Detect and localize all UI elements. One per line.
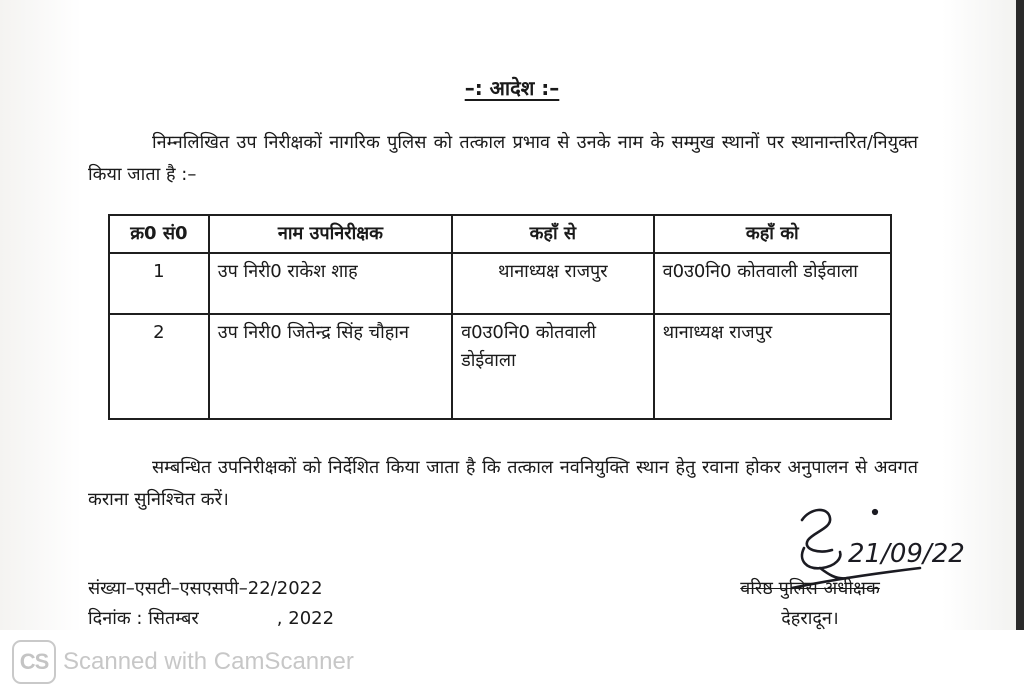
table-row — [109, 314, 891, 419]
date-year: , 2022 — [276, 608, 335, 629]
camscanner-logo-icon: CS — [12, 640, 56, 684]
table-header-row — [109, 215, 891, 253]
reference-number: संख्या–एसटी–एसएसपी–22/2022 — [88, 578, 323, 599]
cell-to: व0उ0नि0 कोतवाली डोईवाला — [654, 253, 891, 314]
officer-title: वरिष्ठ पुलिस अधीक्षक — [740, 578, 880, 599]
transfer-table — [108, 214, 892, 420]
header-to: कहाँ को — [654, 215, 891, 253]
scanner-watermark-text: Scanned with CamScanner — [63, 648, 354, 675]
svg-text:21/09/22: 21/09/22 — [848, 539, 965, 569]
cell-serial: 2 — [109, 314, 209, 419]
cell-name: उप निरी0 राकेश शाह — [209, 253, 452, 314]
officer-location: देहरादून। — [781, 608, 839, 629]
cell-to: थानाध्यक्ष राजपुर — [654, 314, 891, 419]
instruction-paragraph: सम्बन्धित उपनिरीक्षकों को निर्देशित किया जाता है कि तत्काल नवनियुक्ति स्थान हेतु रवाना होकर अनुपालन से अवगत कराना सुनिश्चित करें। — [88, 457, 918, 510]
cell-from: थानाध्यक्ष राजपुर — [452, 253, 654, 314]
order-title: –: आदेश :– — [464, 76, 560, 100]
reference-block — [88, 574, 334, 634]
officer-block — [705, 574, 915, 634]
header-name: नाम उपनिरीक्षक — [209, 215, 452, 253]
cell-from: व0उ0नि0 कोतवाली डोईवाला — [452, 314, 654, 419]
table-row — [109, 253, 891, 314]
cell-serial: 1 — [109, 253, 209, 314]
header-from: कहाँ से — [452, 215, 654, 253]
scanner-watermark-bar — [0, 630, 1024, 694]
intro-paragraph: निम्नलिखित उप निरीक्षकों नागरिक पुलिस को तत्काल प्रभाव से उनके नाम के सम्मुख स्थानों पर स्थानान्तरित/नियुक्त किया जाता है :– — [88, 132, 918, 185]
date-label: दिनांक : सितम्बर — [88, 608, 199, 629]
cell-name: उप निरी0 जितेन्द्र सिंह चौहान — [209, 314, 452, 419]
header-serial: क्र0 सं0 — [109, 215, 209, 253]
